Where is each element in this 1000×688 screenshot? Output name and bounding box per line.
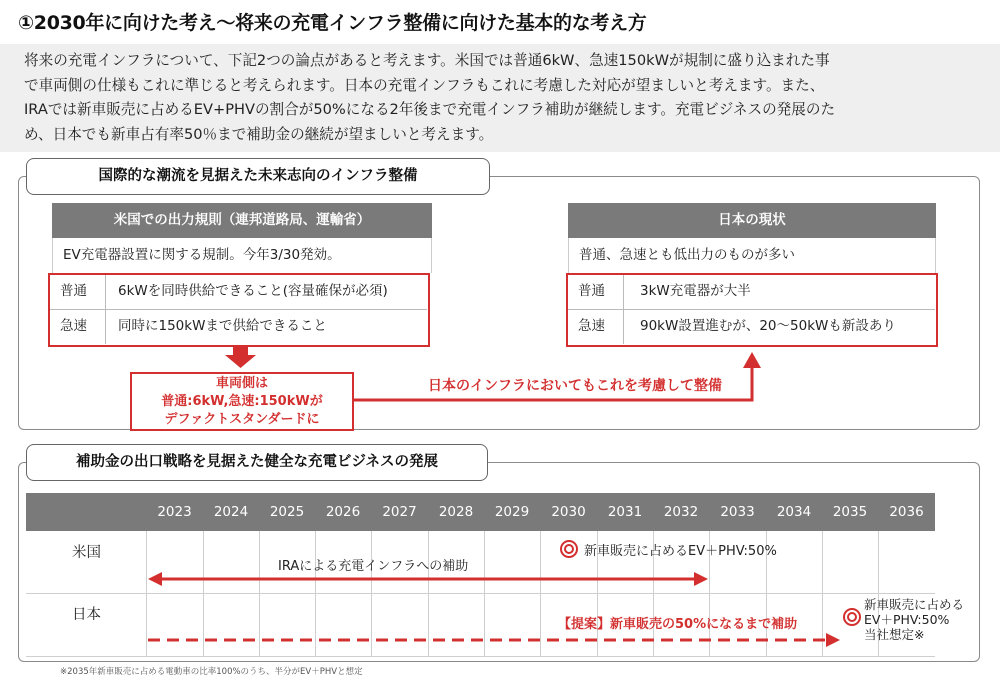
year-2024: 2024: [213, 504, 249, 520]
japan-fast-text: 90kW設置進むが、20～50kWも新設あり: [640, 318, 896, 334]
us-regulation-subtitle: EV充電器設置に関する規制。今年3/30発効。: [52, 238, 432, 273]
year-2034: 2034: [776, 504, 812, 520]
year-2033: 2033: [720, 504, 755, 520]
us-normal-text: 6kWを同時供給できること(容量確保が必須): [118, 283, 388, 299]
us-fast-text: 同時に150kWまで供給できること: [118, 318, 327, 334]
japan-milestone-line: 当社想定※: [864, 627, 925, 642]
japan-milestone-text: [864, 597, 964, 642]
us-fast-kind: 急速: [60, 318, 87, 334]
vehicle-standard-box: [130, 372, 354, 431]
intro-line: IRAでは新車販売に占めるEV+PHVの割合が50%になる2年後まで充電インフラ補助が継続します。充電ビジネスの発展のた: [24, 101, 836, 118]
japan-normal-kind: 普通: [578, 283, 605, 299]
japan-milestone-line: 新車販売に占める: [864, 597, 965, 612]
japan-infra-arrow-label: 日本のインフラにおいてもこれを考慮して整備: [428, 378, 722, 394]
japan-status-header: 日本の現状: [568, 203, 936, 238]
intro-line: で車両側の仕様もこれに準じると考えられます。日本の充電インフラもこれに考慮した対応が望ましいと考えます。また、: [24, 76, 825, 94]
year-2035: 2035: [832, 504, 868, 520]
down-arrow-icon: [225, 346, 256, 368]
japan-status-subtitle: 普通、急速とも低出力のものが多い: [568, 238, 936, 273]
us-regulation-header: 米国での出力規則（連邦道路局、運輸省）: [52, 203, 432, 238]
us-normal-kind: 普通: [60, 283, 87, 299]
japan-milestone-icon: [844, 609, 860, 625]
year-2031: 2031: [607, 504, 643, 520]
year-2036: 2036: [889, 504, 924, 520]
year-2029: 2029: [494, 504, 530, 520]
intro-line: め、日本でも新車占有率50％まで補助金の継続が望ましいと考えます。: [24, 125, 494, 143]
timeline-table: [26, 493, 965, 657]
vehicle-line: 車両側は: [215, 376, 268, 391]
year-2025: 2025: [269, 504, 305, 520]
japan-fast-kind: 急速: [578, 318, 605, 334]
japan-proposal-label: 【提案】新車販売の50%になるまで補助: [558, 617, 798, 632]
section1-label: 国際的な潮流を見据えた未来志向のインフラ整備: [26, 158, 490, 195]
japan-normal-text: 3kW充電器が大半: [640, 283, 751, 299]
year-2023: 2023: [157, 504, 192, 520]
vehicle-line: 普通:6kW,急速:150kWが: [161, 394, 323, 409]
us-milestone-text: 新車販売に占めるEV＋PHV:50%: [584, 544, 777, 559]
year-2030: 2030: [551, 504, 586, 520]
row-label-us: 米国: [72, 545, 101, 561]
us-milestone-icon: [561, 541, 577, 557]
year-2027: 2027: [382, 504, 417, 520]
year-2026: 2026: [325, 504, 361, 520]
year-2028: 2028: [438, 504, 474, 520]
page-title: ①2030年に向けた考え～将来の充電インフラ整備に向けた基本的な考え方: [18, 12, 647, 34]
footnote: ※2035年新車販売に占める電動車の比率100%のうち、半分がEV＋PHVと想定: [60, 667, 363, 677]
us-subsidy-label: IRAによる充電インフラへの補助: [278, 559, 469, 574]
vehicle-line: デファクトスタンダードに: [164, 412, 320, 427]
year-2032: 2032: [663, 504, 699, 520]
section2-label: 補助金の出口戦略を見据えた健全な充電ビジネスの発展: [26, 444, 488, 481]
us-arrow-icon: [26, 493, 935, 657]
row-label-japan: 日本: [72, 607, 101, 623]
japan-milestone-line: EV＋PHV:50%: [864, 612, 950, 627]
intro-line: 将来の充電インフラについて、下記2つの論点があると考えます。米国では普通6kW、急速150kWが規制に盛り込まれた事: [24, 52, 830, 69]
